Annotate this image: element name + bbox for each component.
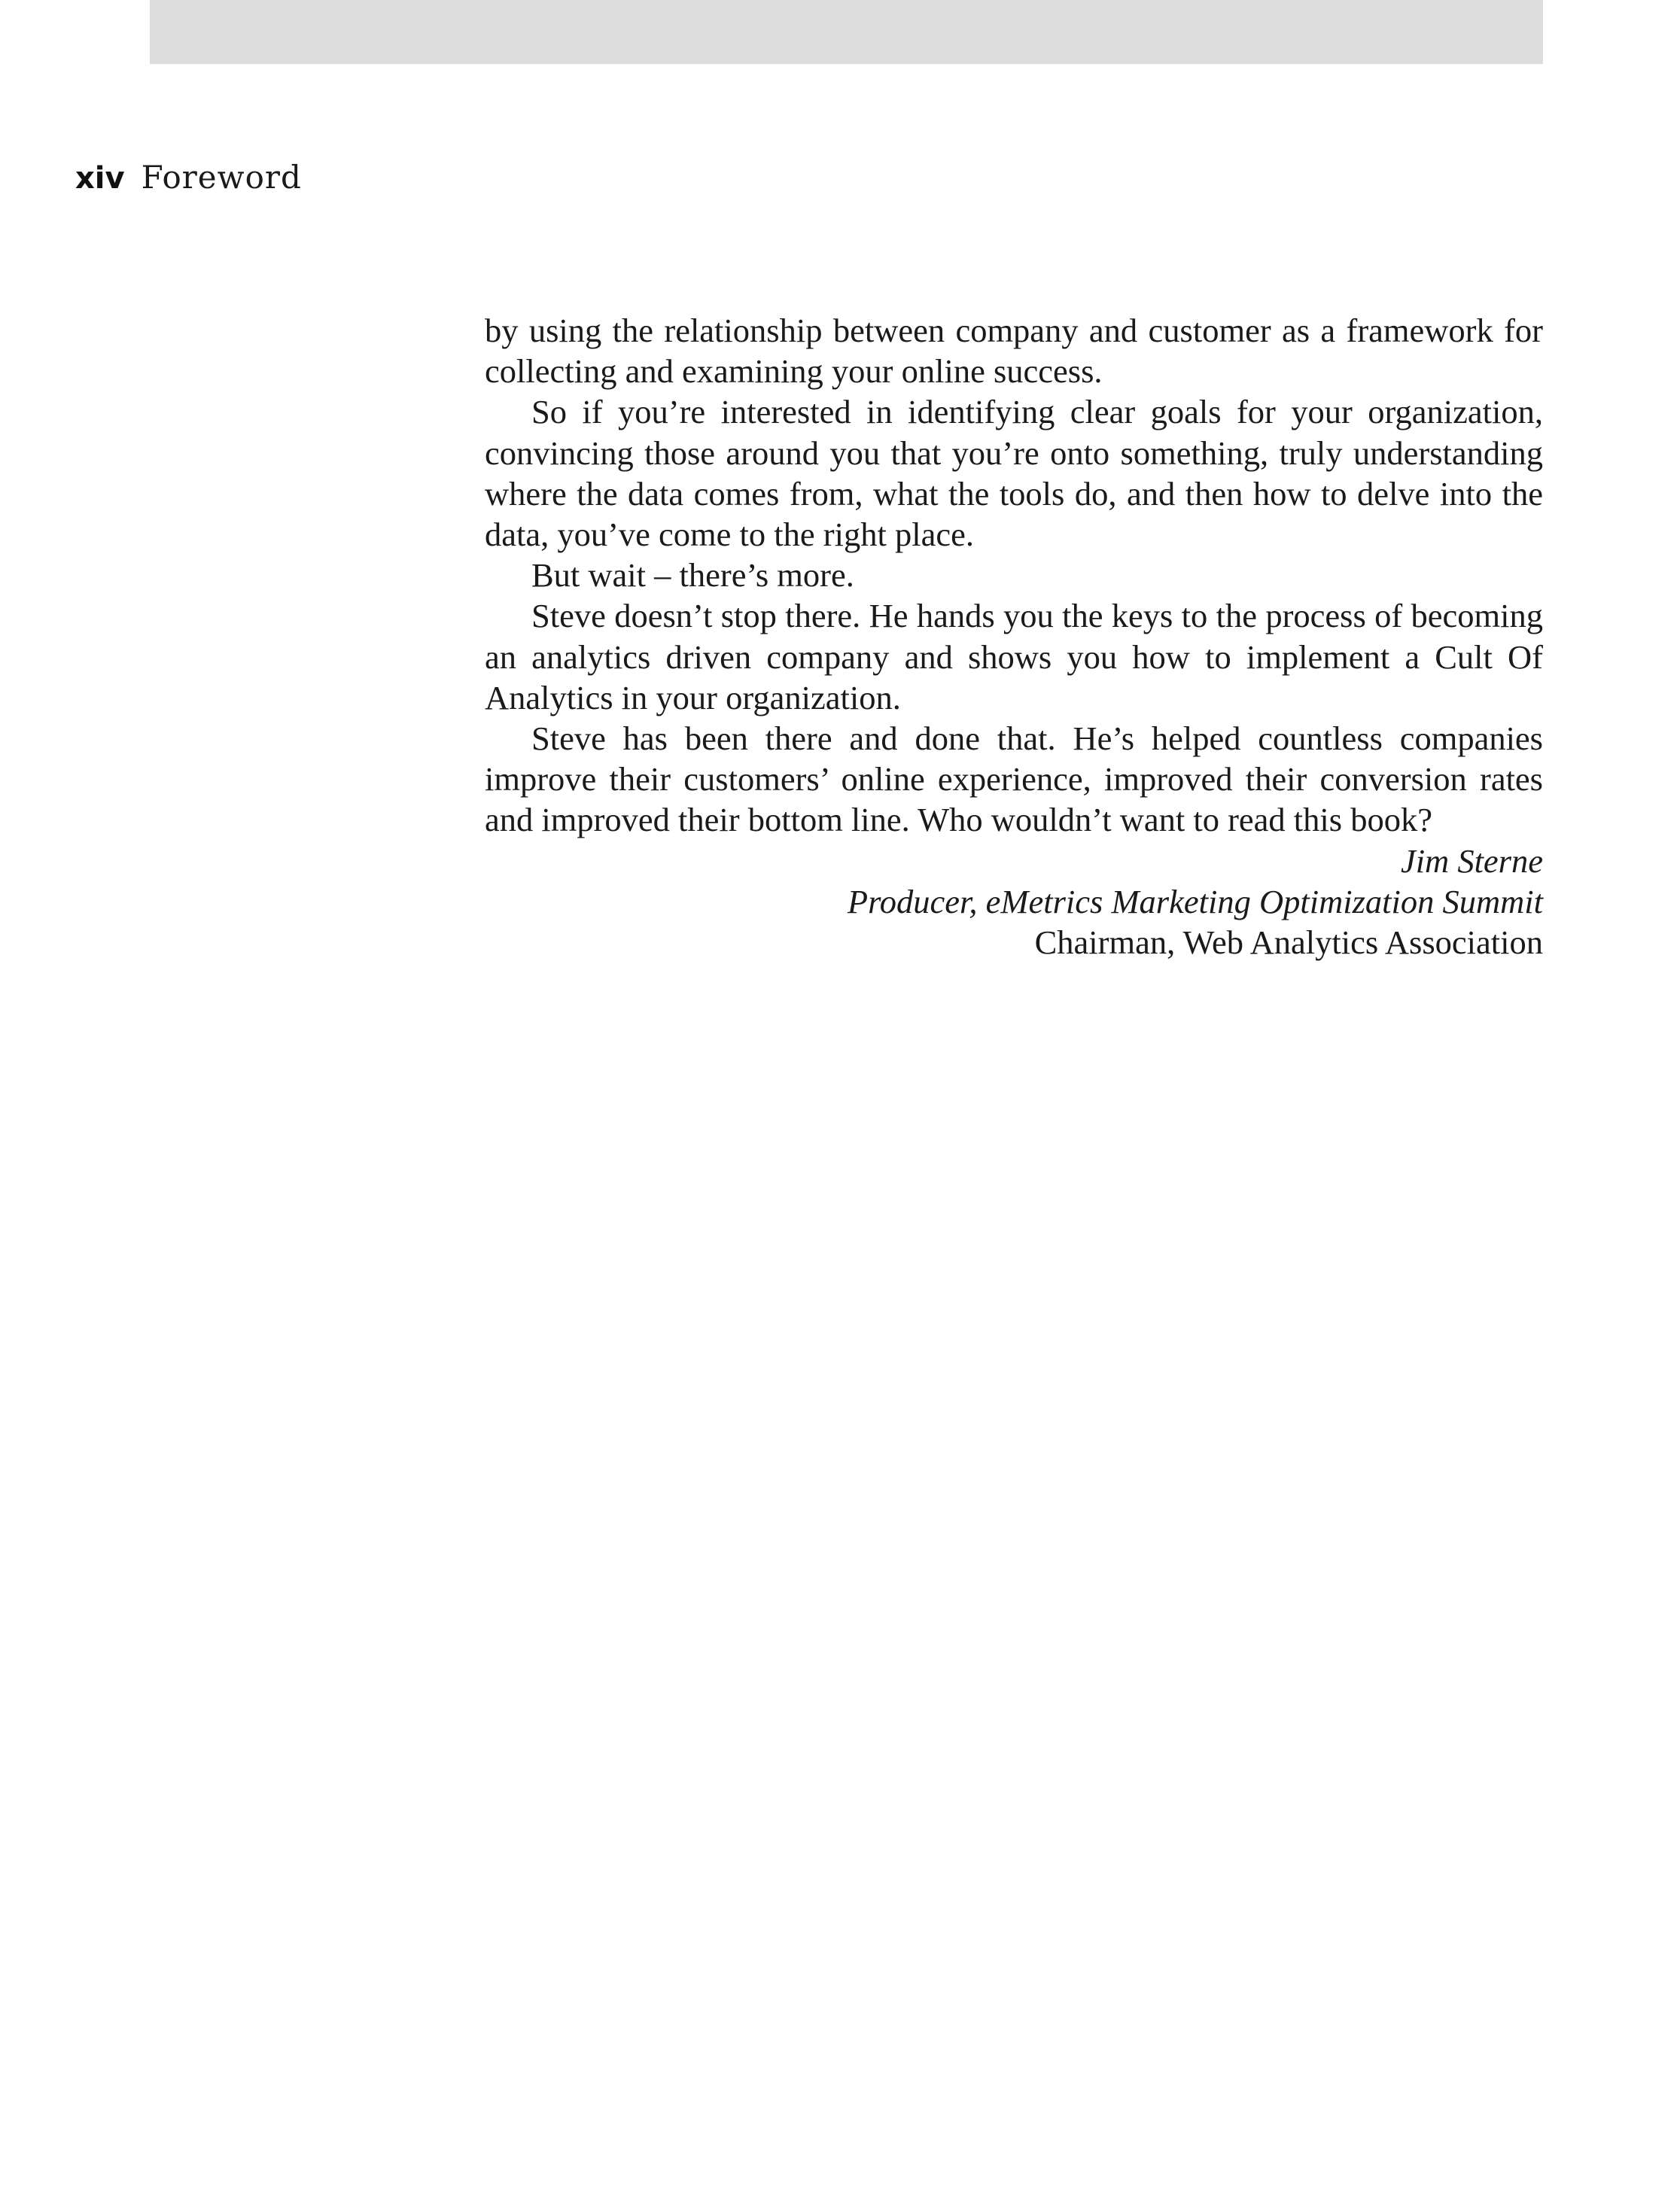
paragraph: by using the relationship between company and customer as a framework for collecting and examining your online success.: [485, 312, 1543, 391]
paragraph: Steve doesn’t stop there. He hands you the keys to the process of becoming an analytics driven company and shows you how to implement a Cult Of Analytics in your organization.: [485, 597, 1543, 716]
running-head: [75, 155, 302, 200]
body-text: [485, 310, 1543, 963]
paragraph: Steve has been there and done that. He’s helped countless companies improve their customers’ online experience, improved their conversion rates and improved their bottom line. Who wouldn’t want to read this book?: [485, 719, 1543, 839]
paragraph: But wait – there’s more.: [531, 556, 854, 595]
signature-name: Jim Sterne: [1400, 841, 1543, 880]
signature-affiliation: Chairman, Web Analytics Association: [1034, 923, 1543, 962]
header-band: [150, 0, 1543, 64]
page-number: xiv: [75, 161, 125, 196]
signature-title: Producer, eMetrics Marketing Optimization Summit: [847, 882, 1543, 920]
paragraph: So if you’re interested in identifying clear goals for your organization, convincing those around you that you’re onto something, truly understanding where the data comes from, what the tools do, and then how to delve into the data, you’ve come to the right place.: [485, 393, 1543, 554]
section-title: Foreword: [141, 159, 302, 196]
